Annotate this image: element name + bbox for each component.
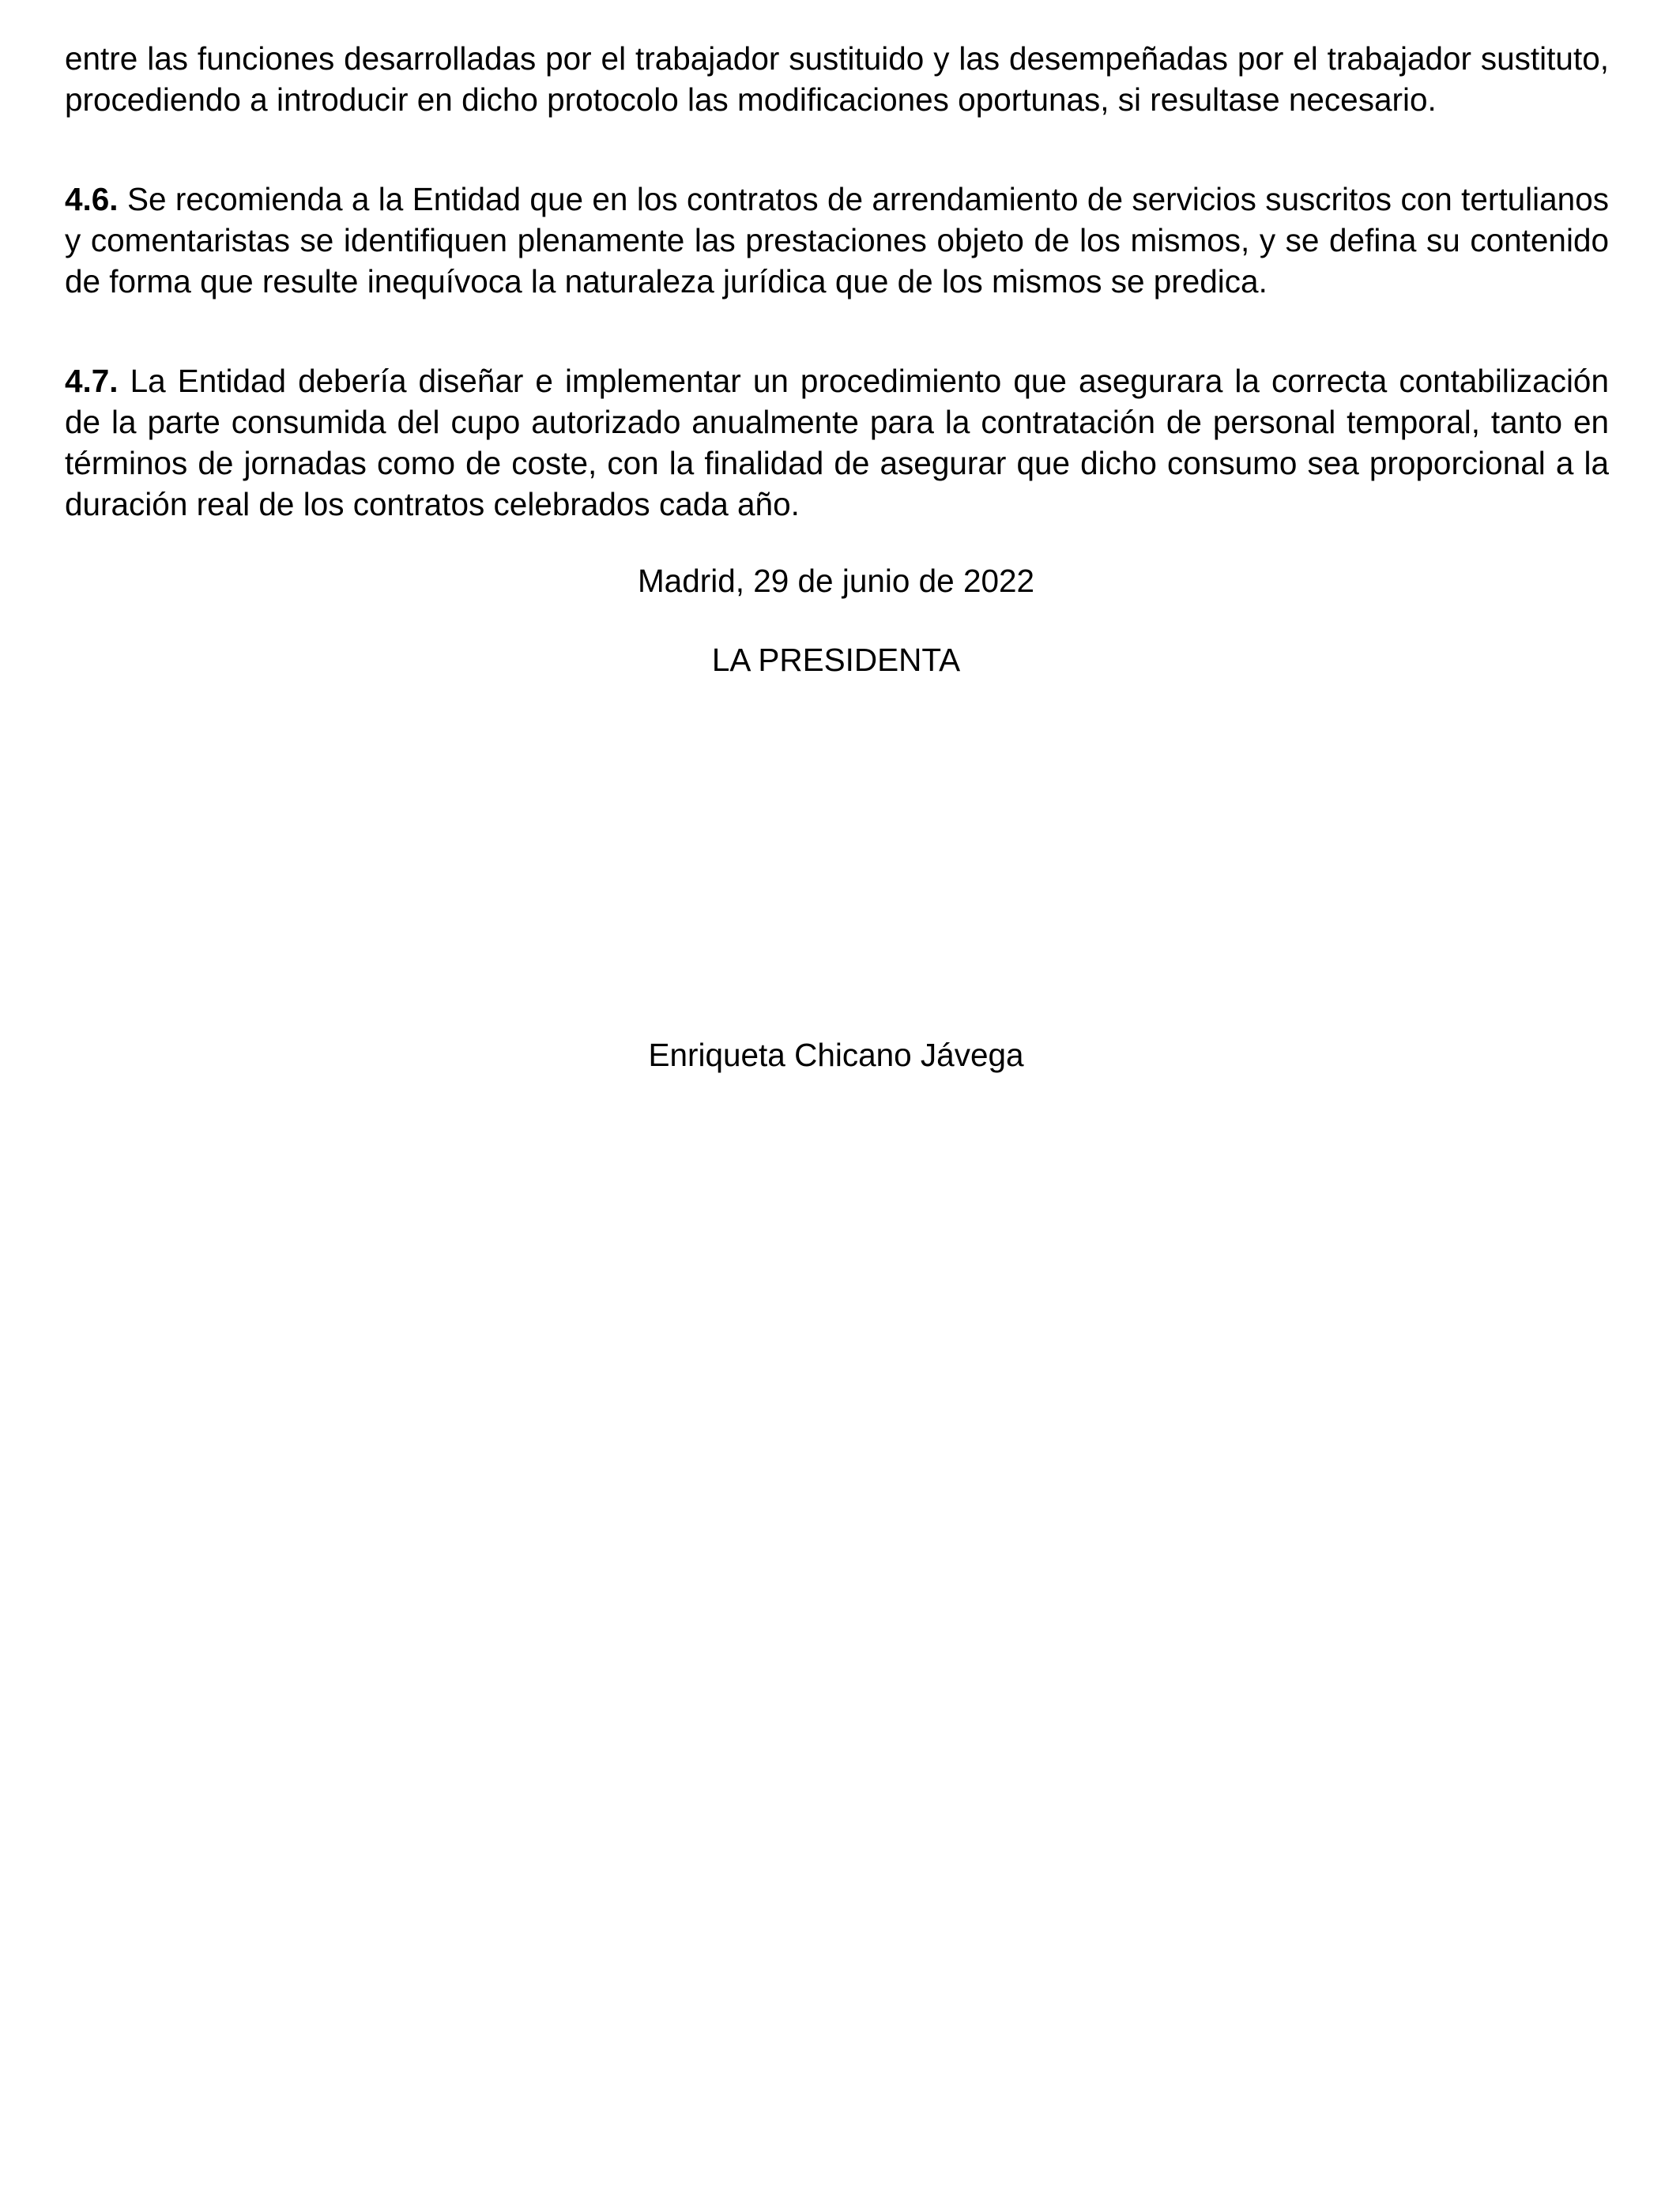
paragraph-text: La Entidad debería diseñar e implementar un procedimiento que asegurara la correcta contabilización de la parte consumida del cupo autorizado anualmente para la contratación de personal temporal, tanto en términos de jornadas como de coste, con la finalidad de asegurar que dicho consumo sea proporcional a la duración real de los contratos celebrados cada año. [65, 363, 1609, 522]
paragraph-4-7 [65, 360, 1609, 525]
signer-role: LA PRESIDENTA [711, 642, 961, 678]
paragraph-text: Se recomienda a la Entidad que en los contratos de arrendamiento de servicios suscritos con tertulianos y comentaristas se identifiquen plenamente las prestaciones objeto de los mismos, y se defina su contenido de forma que resulte inequívoca la naturaleza jurídica que de los mismos se predica. [65, 181, 1609, 299]
paragraph-4-6 [65, 179, 1609, 302]
place-date: Madrid, 29 de junio de 2022 [637, 563, 1035, 599]
paragraph-number: 4.6. [65, 181, 119, 217]
paragraph-number: 4.7. [65, 363, 119, 399]
paragraph-text: entre las funciones desarrolladas por el trabajador sustituido y las desempeñadas por el trabajador sustituto, procediendo a introducir en dicho protocolo las modificaciones oportunas, si resultase necesario. [65, 40, 1609, 118]
signer-name: Enriqueta Chicano Jávega [648, 1037, 1024, 1073]
paragraph-continuation [65, 38, 1609, 120]
